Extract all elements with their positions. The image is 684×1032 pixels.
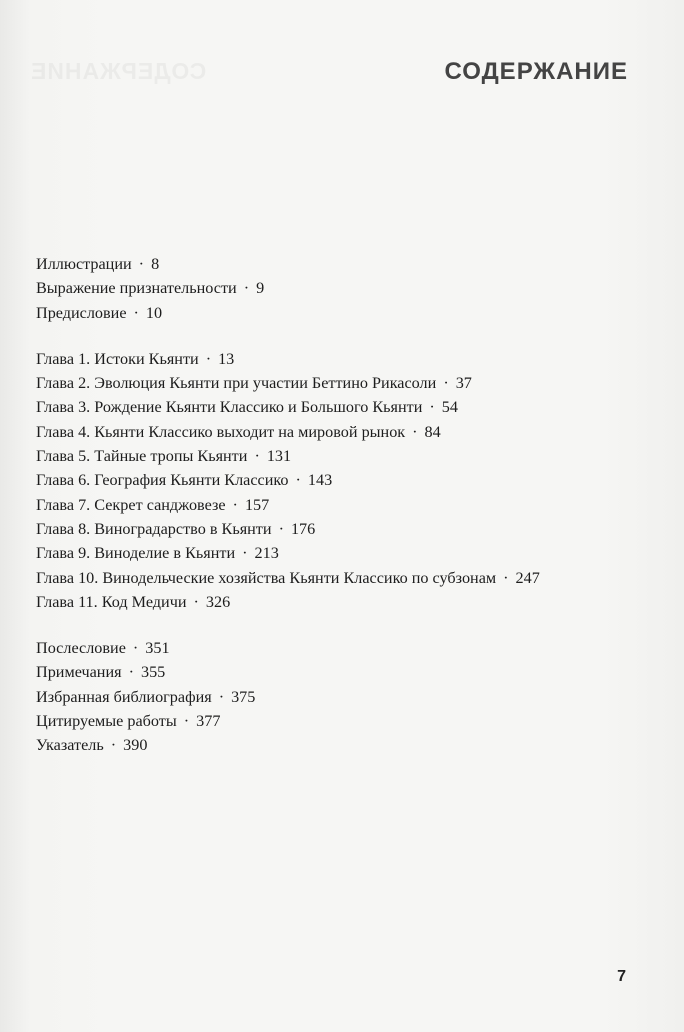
toc-separator: · bbox=[278, 519, 284, 538]
toc-entry-label: Глава 10. Винодельческие хозяйства Кьянти Классико по субзонам bbox=[36, 568, 497, 587]
toc-separator: · bbox=[254, 447, 260, 466]
toc-entry[interactable] bbox=[36, 660, 646, 684]
toc-entry[interactable] bbox=[36, 685, 646, 709]
toc-separator: · bbox=[503, 568, 509, 587]
toc-entry-label: Указатель bbox=[36, 736, 104, 755]
toc-separator: · bbox=[128, 663, 134, 682]
toc-entry[interactable] bbox=[36, 371, 646, 395]
toc-entry-label: Глава 7. Секрет санджовезе bbox=[36, 495, 226, 514]
toc-separator: · bbox=[443, 374, 449, 393]
toc-entry-label: Глава 1. Истоки Кьянти bbox=[36, 349, 199, 368]
toc-entry-label: Глава 2. Эволюция Кьянти при участии Беттино Рикасоли bbox=[36, 374, 437, 393]
toc-separator: · bbox=[193, 592, 199, 611]
toc-entry-label: Глава 5. Тайные тропы Кьянти bbox=[36, 447, 248, 466]
toc-entry[interactable] bbox=[36, 347, 646, 371]
bleed-through-heading bbox=[30, 58, 206, 85]
toc-entry-page: 176 bbox=[290, 519, 316, 538]
toc-separator: · bbox=[412, 422, 418, 441]
toc-separator: · bbox=[232, 495, 238, 514]
toc-separator: · bbox=[110, 736, 117, 755]
toc-entry-page: 84 bbox=[424, 422, 441, 441]
toc-separator: · bbox=[295, 471, 301, 490]
toc-entry-page: 37 bbox=[455, 374, 472, 393]
toc-entry[interactable] bbox=[36, 733, 646, 757]
toc-entry-page: 377 bbox=[196, 712, 221, 731]
toc-entry[interactable] bbox=[36, 493, 646, 517]
toc-entry[interactable] bbox=[36, 517, 646, 541]
toc-entry-label: Глава 6. География Кьянти Классико bbox=[36, 471, 289, 490]
toc-entry[interactable] bbox=[36, 468, 646, 492]
toc-separator: · bbox=[183, 712, 190, 731]
toc-entry-label: Глава 4. Кьянти Классико выходит на мировой рынок bbox=[36, 422, 406, 441]
toc-entry-label: Иллюстрации bbox=[36, 255, 132, 273]
toc-entry[interactable] bbox=[36, 541, 646, 565]
toc-entry-label: Цитируемые работы bbox=[36, 712, 177, 731]
toc-separator: · bbox=[132, 639, 139, 658]
toc-entry-page: 247 bbox=[515, 568, 540, 587]
toc-entry-page: 326 bbox=[205, 592, 231, 611]
toc-entry-label: Глава 9. Виноделие в Кьянти bbox=[36, 544, 236, 563]
toc-entry-label: Послесловие bbox=[36, 639, 126, 658]
toc-entry-label: Предисловие bbox=[36, 303, 127, 322]
table-of-contents bbox=[36, 252, 646, 758]
toc-entry-label: Глава 8. Виноградарство в Кьянти bbox=[36, 519, 272, 538]
toc-entry-page: 213 bbox=[254, 544, 279, 563]
toc-entry[interactable] bbox=[36, 590, 646, 614]
toc-entry[interactable] bbox=[36, 276, 646, 300]
toc-entry-page: 9 bbox=[256, 279, 265, 298]
toc-entry-label: Глава 3. Рождение Кьянти Классико и Большого Кьянти bbox=[36, 398, 423, 417]
toc-entry-page: 351 bbox=[145, 639, 170, 658]
toc-entry[interactable] bbox=[36, 444, 646, 468]
toc-entry-page: 131 bbox=[266, 447, 292, 466]
toc-group-back-matter bbox=[36, 636, 646, 757]
toc-group-front-matter bbox=[36, 252, 646, 325]
toc-entry-page: 390 bbox=[123, 736, 148, 755]
toc-entry[interactable] bbox=[36, 301, 646, 325]
page-number: 7 bbox=[617, 968, 626, 985]
toc-separator: · bbox=[218, 687, 225, 706]
toc-entry-page: 54 bbox=[441, 398, 458, 417]
toc-separator: · bbox=[243, 279, 250, 298]
toc-group-chapters bbox=[36, 347, 646, 614]
toc-entry[interactable] bbox=[36, 395, 646, 419]
page-title: СОДЕРЖАНИЕ bbox=[444, 58, 628, 85]
toc-entry[interactable] bbox=[36, 636, 646, 660]
toc-entry-label: Глава 11. Код Медичи bbox=[36, 592, 187, 611]
toc-separator: · bbox=[138, 255, 145, 273]
toc-entry[interactable] bbox=[36, 420, 646, 444]
toc-entry[interactable] bbox=[36, 252, 646, 276]
toc-separator: · bbox=[429, 398, 435, 417]
toc-entry-label: Примечания bbox=[36, 663, 122, 682]
toc-entry[interactable] bbox=[36, 566, 646, 590]
toc-entry-label: Избранная библиография bbox=[36, 687, 212, 706]
toc-entry-page: 355 bbox=[140, 663, 166, 682]
toc-entry-page: 13 bbox=[218, 349, 235, 368]
toc-entry-page: 10 bbox=[145, 303, 163, 322]
toc-separator: · bbox=[242, 544, 248, 563]
toc-entry-label: Выражение признательности bbox=[36, 279, 237, 298]
toc-entry[interactable] bbox=[36, 709, 646, 733]
toc-entry-page: 8 bbox=[151, 255, 160, 273]
toc-entry-page: 157 bbox=[244, 495, 270, 514]
toc-entry-page: 375 bbox=[231, 687, 256, 706]
toc-separator: · bbox=[205, 349, 212, 368]
toc-entry-page: 143 bbox=[307, 471, 333, 490]
toc-separator: · bbox=[133, 303, 139, 322]
